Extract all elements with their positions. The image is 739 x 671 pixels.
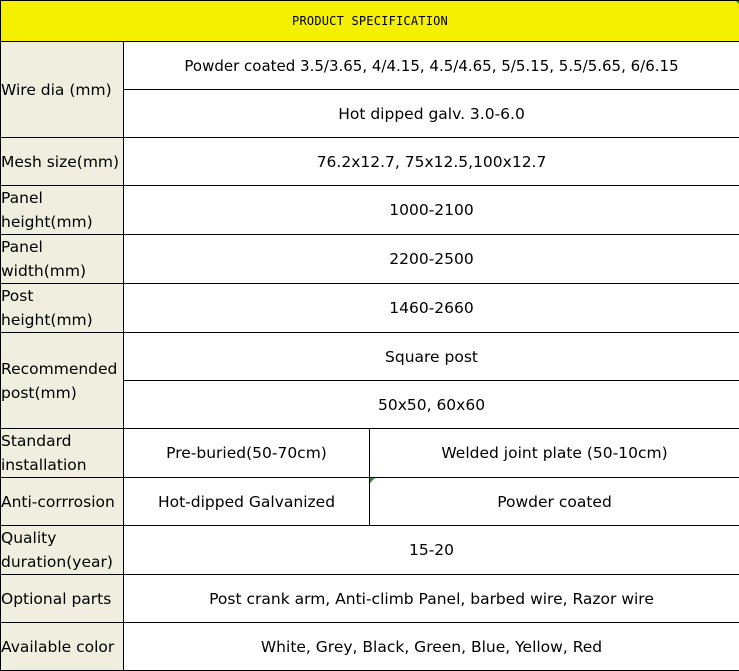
value-optional-parts: Post crank arm, Anti-climb Panel, barbed wire, Razor wire [124,575,739,623]
value-panel-width: 2200-2500 [124,235,739,284]
value-quality-duration: 15-20 [124,526,739,575]
value-installation-welded-plate: Welded joint plate (50-10cm) [370,429,739,478]
label-optional-parts [1,575,124,623]
table-title: PRODUCT SPECIFICATION [1,1,739,42]
label-wire-dia: Wire dia (mm) [1,42,124,138]
label-mesh-size: Mesh size(mm) [1,138,124,186]
value-anti-corrosion-galvanized: Hot-dipped Galvanized [124,478,370,526]
label-available-color: Available color [1,623,124,671]
value-post-height: 1460-2660 [124,284,739,333]
label-standard-installation: Standard installation [1,429,124,478]
label-optional-parts-text: Optional parts [1,590,111,608]
value-recommended-post-type: Square post [124,333,739,381]
label-anti-corrosion [1,478,124,526]
label-panel-height: Panel height(mm) [1,186,124,235]
value-panel-height: 1000-2100 [124,186,739,235]
value-mesh-size: 76.2x12.7, 75x12.5,100x12.7 [124,138,739,186]
value-wire-dia-powder-coated: Powder coated 3.5/3.65, 4/4.15, 4.5/4.65, 5/5.15, 5.5/5.65, 6/6.15 [124,42,739,90]
value-available-color: White, Grey, Black, Green, Blue, Yellow, Red [124,623,739,671]
value-wire-dia-hot-dipped: Hot dipped galv. 3.0-6.0 [124,90,739,138]
cell-marker-icon [370,478,375,483]
label-panel-width: Panel width(mm) [1,235,124,284]
label-recommended-post: Recommended post(mm) [1,333,124,429]
label-quality-duration: Quality duration(year) [1,526,124,575]
value-recommended-post-size: 50x50, 60x60 [124,381,739,429]
label-post-height: Post height(mm) [1,284,124,333]
value-anti-corrosion-powder-text: Powder coated [497,493,612,511]
label-anti-corrosion-text: Anti-corrrosion [1,493,115,511]
value-installation-pre-buried: Pre-buried(50-70cm) [124,429,370,478]
value-anti-corrosion-powder [370,478,739,526]
